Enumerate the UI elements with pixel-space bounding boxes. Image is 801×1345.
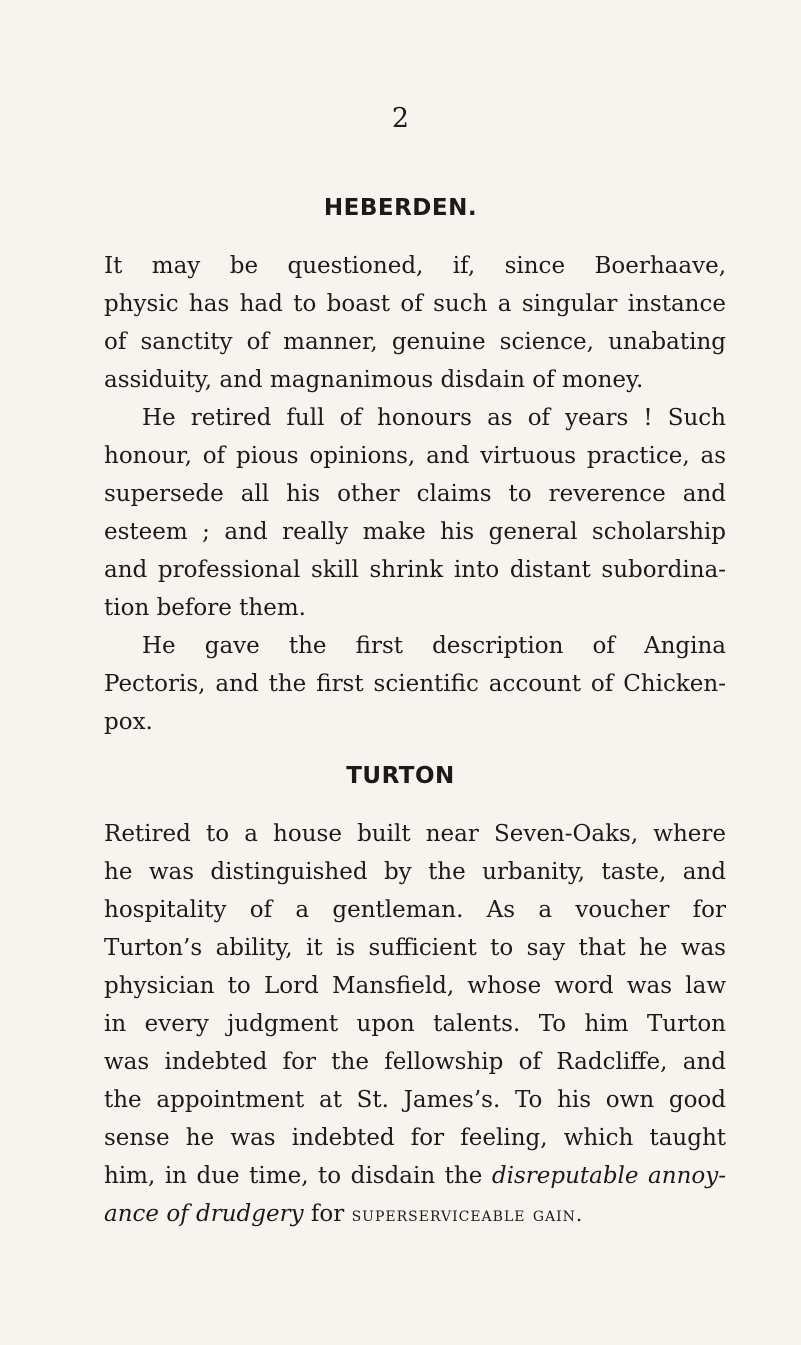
text-line: honour, of pious opinions, and virtuous practice, as <box>104 443 726 469</box>
text-line: Pectoris, and the first scientific account of Chicken- <box>104 671 726 697</box>
text-line: supersede all his other claims to reverence and <box>104 481 726 507</box>
turton-paragraph <box>104 815 726 1233</box>
text-line: of sanctity of manner, genuine science, unabating <box>104 329 726 355</box>
text-line: pox. <box>104 709 153 735</box>
italic-text-segment: disreputable annoy- <box>491 1163 727 1189</box>
text-line: hospitality of a gentleman. As a voucher for <box>104 897 726 923</box>
text-line: He retired full of honours as of years ! Such <box>142 405 726 431</box>
text-line: assiduity, and magnanimous disdain of money. <box>104 367 644 393</box>
section-heading-heberden: HEBERDEN. <box>323 195 478 221</box>
text-line: tion before them. <box>104 595 306 621</box>
text-line: physician to Lord Mansfield, whose word was law <box>104 973 726 999</box>
text-line: He gave the first description of Angina <box>142 633 726 659</box>
heberden-paragraphs <box>104 247 726 741</box>
page-number: 2 <box>391 103 410 134</box>
text-line-with-italic <box>104 1157 726 1195</box>
text-segment: for <box>310 1201 345 1227</box>
text-line: physic has had to boast of such a singular instance <box>104 291 726 317</box>
text-line: Turton’s ability, it is sufficient to say that he was <box>104 935 726 961</box>
text-line: It may be questioned, if, since Boerhaave, <box>104 253 726 279</box>
section-heading-turton: TURTON <box>346 763 455 789</box>
text-line: in every judgment upon talents. To him Turton <box>104 1011 726 1037</box>
text-line: was indebted for the fellowship of Radcliffe, and <box>104 1049 726 1075</box>
final-text-line <box>104 1195 726 1233</box>
italic-text-segment: ance of drudgery <box>104 1201 304 1227</box>
text-line: and professional skill shrink into distant subordina- <box>104 557 726 583</box>
text-segment: him, in due time, to disdain the <box>104 1163 483 1189</box>
text-line: Retired to a house built near Seven-Oaks, where <box>104 821 726 847</box>
text-line: the appointment at St. James’s. To his own good <box>104 1087 726 1113</box>
text-line: esteem ; and really make his general scholarship <box>104 519 726 545</box>
small-caps-text-segment: superserviceable gain. <box>351 1202 584 1226</box>
text-line: sense he was indebted for feeling, which taught <box>104 1125 726 1151</box>
text-line: he was distinguished by the urbanity, taste, and <box>104 859 726 885</box>
